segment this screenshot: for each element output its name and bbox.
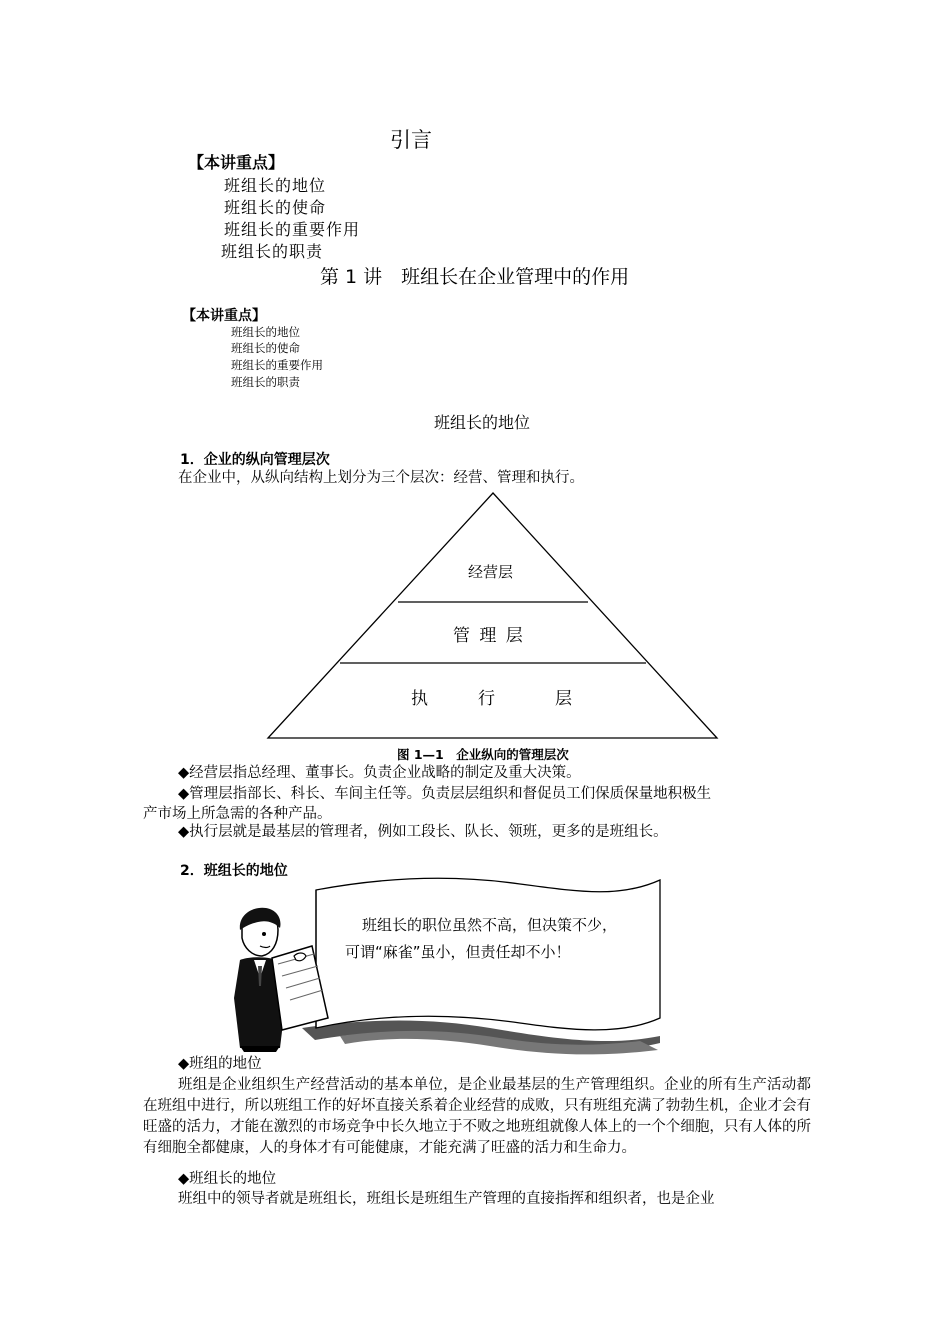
banner-text-line2: 可谓“麻雀”虽小，但责任却不小！ — [345, 943, 571, 961]
banner-illustration — [220, 868, 820, 1063]
pyramid-top-label: 经营层 — [468, 563, 514, 581]
leader-heading: ◆班组长的地位 — [178, 1171, 277, 1187]
pyramid-diagram — [260, 490, 730, 750]
subsection-text-1: 在企业中，从纵向结构上划分为三个层次：经营、管理和执行。 — [178, 470, 584, 486]
bullet-text: ◆管理层指部长、科长、车间主任等。负责层层组织和督促员工们保质保量地积极生 — [178, 786, 712, 802]
intro-title: 引言 — [390, 128, 432, 152]
banner-text-line1: 班组长的职位虽然不高，但决策不少， — [362, 916, 618, 934]
pyramid-bottom-label: 执 — [411, 689, 428, 709]
team-paragraph: 班组是企业组织生产经营活动的基本单位，是企业最基层的生产管理组织。企业的所有生产活动都在班组中进行，所以班组工作的好坏直接关系着企业经营的成败，只有班组充满了勃勃生机，企业才会有旺盛的活力，才能在激烈的市场竞争中长久地立于不败之地班组就像人体上的一个个细胞，只有人体的所有细胞全都健康，人的身体才有可能健康，才能充满了旺盛的活力和生命力。 — [143, 1077, 811, 1156]
section-title: 班组长的地位 — [434, 413, 531, 432]
lecture-focus-item: 班组长的地位 — [231, 325, 300, 339]
intro-focus-item: 班组长的重要作用 — [224, 220, 361, 239]
team-heading: ◆班组的地位 — [178, 1056, 262, 1072]
intro-focus-heading: 【本讲重点】 — [188, 153, 285, 172]
pyramid-bottom-label: 行 — [478, 689, 495, 709]
subsection-heading-2: 2．班组长的地位 — [180, 863, 288, 879]
subsection-heading-1: 1．企业的纵向管理层次 — [180, 452, 330, 468]
lecture-focus-item: 班组长的使命 — [231, 341, 300, 355]
bullet-text: ◆执行层就是最基层的管理者，例如工段长、队长、领班，更多的是班组长。 — [178, 824, 668, 840]
intro-focus-item: 班组长的职责 — [221, 242, 324, 261]
intro-focus-item: 班组长的使命 — [224, 198, 327, 217]
pyramid-bottom-label: 层 — [555, 689, 572, 709]
figure-caption: 图 1—1 企业纵向的管理层次 — [397, 747, 569, 762]
intro-focus-item: 班组长的地位 — [224, 176, 327, 195]
lecture-focus-item: 班组长的重要作用 — [231, 358, 323, 372]
lecture-title: 第 1 讲 班组长在企业管理中的作用 — [320, 266, 630, 288]
bullet-text: ◆经营层指总经理、董事长。负责企业战略的制定及重大决策。 — [178, 765, 581, 781]
pyramid-middle-label: 管 理 层 — [453, 626, 525, 646]
lecture-focus-heading: 【本讲重点】 — [182, 308, 266, 324]
lecture-focus-item: 班组长的职责 — [231, 375, 300, 389]
bullet-text: 产市场上所急需的各种产品。 — [143, 806, 332, 822]
leader-text: 班组中的领导者就是班组长，班组长是班组生产管理的直接指挥和组织者，也是企业 — [178, 1191, 715, 1207]
